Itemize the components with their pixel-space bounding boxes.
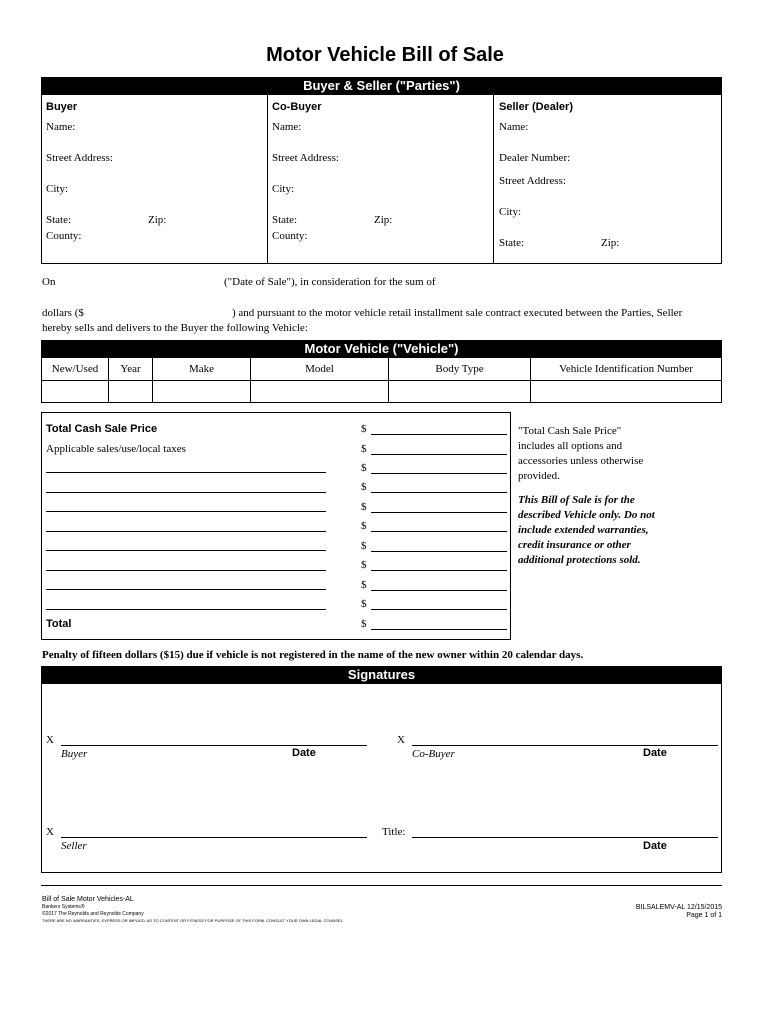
charge-amount[interactable] [371,473,507,474]
dealer-number-field[interactable]: Dealer Number: [499,152,571,164]
charge-desc-line[interactable] [46,531,326,532]
buyer-state-field[interactable]: State: [46,214,72,226]
on-label: On [42,276,56,288]
buyer-signature-line[interactable] [61,745,367,746]
model-input[interactable] [251,381,388,402]
col-new-used: New/Used [51,363,99,375]
vehicle-table [41,357,722,403]
taxes-amount[interactable] [371,454,507,455]
vin-input[interactable] [531,381,721,402]
hereby-text: hereby sells and delivers to the Buyer the following Vehicle: [42,322,308,334]
seller-heading: Seller (Dealer) [499,101,573,113]
col-make: Make [188,363,215,375]
buyer-zip-field[interactable]: Zip: [148,214,167,226]
charge-amount[interactable] [371,609,507,610]
seller-city-field[interactable]: City: [499,206,522,218]
seller-name-field[interactable]: Name: [499,121,529,133]
total-label: Total [46,618,72,630]
charge-desc-line[interactable] [46,589,326,590]
dollar-sign: $ [361,423,367,435]
copyright: ©2017 The Reynolds and Reynolds Company [42,911,144,917]
make-input[interactable] [153,381,250,402]
buyer-date-label: Date [292,747,316,759]
page-title: Motor Vehicle Bill of Sale [266,44,504,66]
bankers-systems: Bankers Systems® [42,904,85,910]
dollar-sign: $ [361,598,367,610]
cobuyer-city-field[interactable]: City: [272,183,295,195]
title-line[interactable] [412,837,718,838]
footer-rule [41,885,722,886]
dollar-sign: $ [361,520,367,532]
buyer-street-field[interactable]: Street Address: [46,152,113,164]
date-of-sale-text: ("Date of Sale"), in consideration for the sum of [224,276,436,288]
taxes-label: Applicable sales/use/local taxes [46,443,186,455]
dollars-label: dollars ($ [42,307,84,319]
buyer-name-field[interactable]: Name: [46,121,76,133]
title-label: Title: [382,826,406,838]
charge-amount[interactable] [371,570,507,571]
cobuyer-date-label: Date [643,747,667,759]
signatures-header: Signatures [41,666,722,683]
seller-signature-line[interactable] [61,837,367,838]
seller-street-field[interactable]: Street Address: [499,175,566,187]
cobuyer-signature-line[interactable] [412,745,718,746]
dollar-sign: $ [361,462,367,474]
charge-desc-line[interactable] [46,511,326,512]
total-cash-note: "Total Cash Sale Price" includes all options and accessories unless otherwise provided. [518,425,644,482]
col-model: Model [305,363,334,375]
dollar-sign: $ [361,481,367,493]
buyer-heading: Buyer [46,101,78,113]
dollar-sign: $ [361,579,367,591]
cobuyer-state-field[interactable]: State: [272,214,298,226]
pursuant-text: ) and pursuant to the motor vehicle retail installment sale contract executed between the Parties, Seller [232,307,683,319]
dollar-sign: $ [361,559,367,571]
seller-state-field[interactable]: State: [499,237,525,249]
total-cash-amount[interactable] [371,434,507,435]
page-number: Page 1 of 1 [686,912,722,919]
charge-desc-line[interactable] [46,492,326,493]
charge-desc-line[interactable] [46,550,326,551]
warranty-disclaimer: THERE ARE NO WARRANTIES, EXPRESS OR IMPLIED, AS TO CONTENT OR FITNESS FOR PURPOSE OF THIS FORM. CONSULT YOUR OWN LEGAL COUNSEL. [42,918,344,923]
new-used-input[interactable] [42,381,108,402]
bill-scope-note: This Bill of Sale is for the described Vehicle only. Do not include extended warranties, credit insurance or other additional protections sold. [518,494,655,566]
cobuyer-zip-field[interactable]: Zip: [374,214,393,226]
seller-signature-label: Seller [61,840,87,852]
charge-desc-line[interactable] [46,609,326,610]
col-year: Year [120,363,141,375]
seller-x-mark: X [46,826,54,838]
cobuyer-heading: Co-Buyer [272,101,322,113]
col-vin: Vehicle Identification Number [559,363,693,375]
form-code: BILSALEMV-AL 12/15/2015 [635,904,722,911]
body-type-input[interactable] [389,381,530,402]
cobuyer-x-mark: X [397,734,405,746]
buyer-city-field[interactable]: City: [46,183,69,195]
dollar-sign: $ [361,443,367,455]
buyer-signature-label: Buyer [61,748,88,760]
charge-desc-line[interactable] [46,570,326,571]
vehicle-header: Motor Vehicle ("Vehicle") [41,340,722,357]
col-body-type: Body Type [435,363,484,375]
cobuyer-name-field[interactable]: Name: [272,121,302,133]
divider [267,95,268,263]
parties-header: Buyer & Seller ("Parties") [41,77,722,94]
cobuyer-street-field[interactable]: Street Address: [272,152,339,164]
charge-amount[interactable] [371,512,507,513]
signatures-box [41,683,722,873]
buyer-x-mark: X [46,734,54,746]
seller-date-label: Date [643,840,667,852]
seller-zip-field[interactable]: Zip: [601,237,620,249]
dollar-sign: $ [361,618,367,630]
cobuyer-signature-label: Co-Buyer [412,748,455,760]
dollar-sign: $ [361,540,367,552]
form-name: Bill of Sale Motor Vehicles-AL [42,896,134,903]
parties-box [41,94,722,264]
charge-amount[interactable] [371,590,507,591]
charge-amount[interactable] [371,492,507,493]
total-amount[interactable] [371,629,507,630]
charge-amount[interactable] [371,531,507,532]
buyer-county-field[interactable]: County: [46,230,82,242]
total-cash-label: Total Cash Sale Price [46,423,158,435]
charge-desc-line[interactable] [46,472,326,473]
penalty-notice: Penalty of fifteen dollars ($15) due if vehicle is not registered in the name of the new owner within 20 calendar days. [42,649,584,661]
divider [493,95,494,263]
year-input[interactable] [109,381,152,402]
cobuyer-county-field[interactable]: County: [272,230,308,242]
charge-amount[interactable] [371,551,507,552]
dollar-sign: $ [361,501,367,513]
